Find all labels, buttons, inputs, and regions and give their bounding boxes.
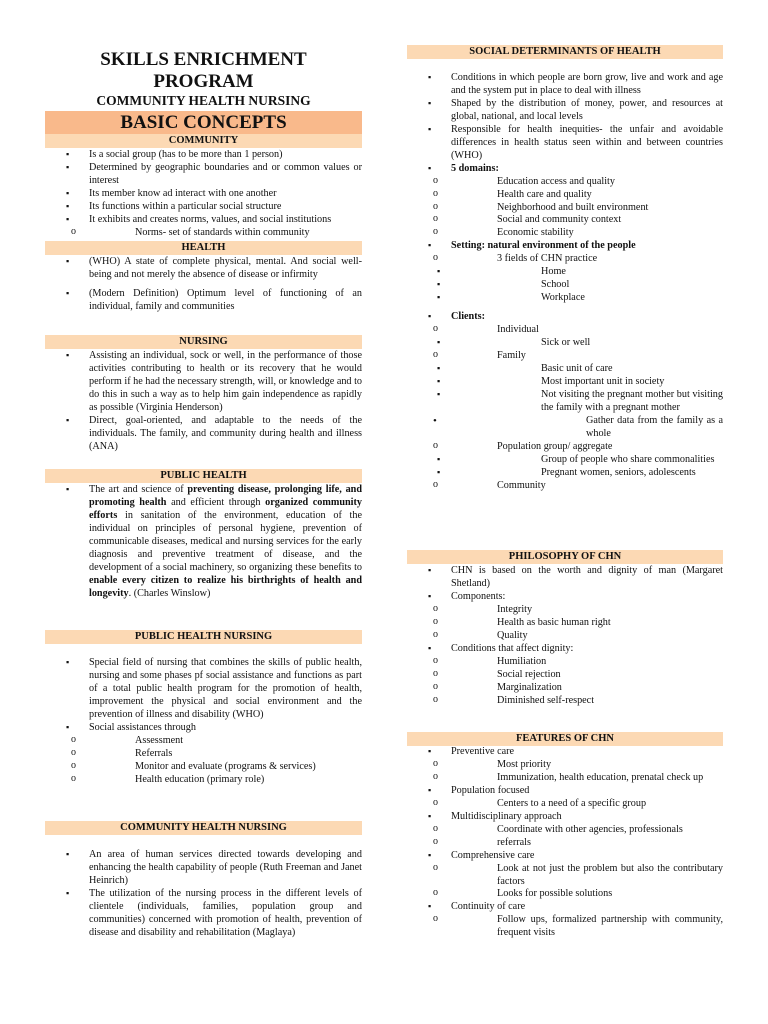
basic-concepts-heading: BASIC CONCEPTS (45, 111, 362, 135)
list-item (407, 850, 723, 902)
sub-list-item: o Immunization, health education, prenatal check up (407, 772, 723, 785)
sub-list-item: o Norms- set of standards within community (45, 227, 362, 240)
list-item: ▪ Responsible for health inequities- the unfair and avoidable differences in health status seen within and between countries (WHO) (407, 124, 723, 163)
nested-list-item: ▪ Group of people who share commonalities (407, 454, 723, 467)
nested-list-item: ▪ Workplace (407, 292, 723, 305)
sub-list-item: o Coordinate with other agencies, professionals (407, 824, 723, 837)
public-health-heading: PUBLIC HEALTH (45, 469, 362, 483)
sub-list-item: o Marginalization (407, 682, 723, 695)
features-section (407, 746, 723, 940)
list-item: ▪ Shaped by the distribution of money, power, and resources at global, national, and local levels (407, 98, 723, 124)
list-item-text: Comprehensive care (451, 849, 535, 861)
list-item: ▪ (WHO) A state of complete physical, mental. And social well-being and not merely the absence of disease or infirmity (45, 256, 362, 282)
sub-list-item: o Neighborhood and built environment (407, 202, 723, 215)
sub-list-item-text: Population group/ aggregate (497, 440, 613, 452)
list-item (407, 163, 723, 241)
sub-list-item-text: Individual (497, 324, 539, 336)
social-determinants-section (407, 72, 723, 493)
philosophy-section (407, 565, 723, 707)
list-item (45, 214, 362, 240)
list-item-text: Multidisciplinary approach (451, 810, 562, 822)
list-item: ▪ CHN is based on the worth and dignity of man (Margaret Shetland) (407, 565, 723, 591)
sub-list-item: o Assessment (45, 735, 362, 748)
sub-list-item: o Community (407, 480, 723, 493)
sub-list-item: o Education access and quality (407, 176, 723, 189)
sub-list-item: o referrals (407, 837, 723, 850)
list-item: ▪ Its member know ad interact with one another (45, 188, 362, 201)
sub-list-item-text: 3 fields of CHN practice (497, 253, 598, 265)
sub-list-item (407, 441, 723, 480)
bold-text-run: preventing disease, prolonging life, and promoting health (89, 484, 362, 508)
text-run: The art and science of (89, 484, 188, 495)
sub-list-item: o Health care and quality (407, 189, 723, 202)
text-run: and efficient through (166, 496, 266, 508)
list-item-text: Population focused (451, 784, 530, 796)
list-item-text: Conditions that affect dignity: (451, 642, 574, 654)
list-item-text: Clients: (451, 311, 485, 323)
list-item: ▪ An area of human services directed towards developing and enhancing the health capability of people (Ruth Freeman and Janet Heinrich) (45, 849, 362, 888)
list-item (45, 484, 362, 601)
health-section (45, 256, 362, 314)
list-item (407, 901, 723, 940)
sub-list-item: o Quality (407, 630, 723, 643)
nested-list-item-text: Not visiting the pregnant mother but visiting the family with a pregnant mother (541, 388, 723, 413)
deep-list-item: • Gather data from the family as a whole (407, 415, 723, 441)
sub-list-item: o Health as basic human right (407, 617, 723, 630)
list-item (407, 643, 723, 708)
list-item-text: Preventive care (451, 746, 515, 757)
list-item: ▪ Its functions within a particular social structure (45, 201, 362, 214)
sub-list-item: o Looks for possible solutions (407, 888, 723, 901)
sub-list-item (407, 350, 723, 441)
list-item (45, 722, 362, 787)
list-item (407, 591, 723, 643)
list-item-text: Continuity of care (451, 901, 526, 913)
bold-text-run: enable every citizen to realize his birthrights of health and longevity (89, 574, 362, 599)
community-heading: COMMUNITY (45, 134, 362, 148)
sub-list-item: o Social rejection (407, 669, 723, 682)
list-item: ▪ (Modern Definition) Optimum level of functioning of an individual, family and communities (45, 288, 362, 314)
community-health-nursing-heading: COMMUNITY HEALTH NURSING (45, 821, 362, 835)
public-health-nursing-section (45, 657, 362, 787)
text-run: . (Charles Winslow) (128, 587, 211, 599)
list-item: ▪ Is a social group (has to be more than 1 person) (45, 149, 362, 162)
list-item: ▪ Special field of nursing that combines the skills of public health, nursing and some phases pf social assistance and functions as part of a total public health program for the promotion of health, improvement the physical and social environment and the prevention of illness and disability (WHO) (45, 657, 362, 722)
nested-list-item: ▪ Pregnant women, seniors, adolescents (407, 467, 723, 480)
nursing-heading: NURSING (45, 335, 362, 349)
sub-list-item: o Centers to a need of a specific group (407, 798, 723, 811)
list-item (407, 240, 723, 305)
sub-list-item: o Health education (primary role) (45, 774, 362, 787)
social-determinants-heading: SOCIAL DETERMINANTS OF HEALTH (407, 45, 723, 59)
list-item (407, 311, 723, 492)
list-item (407, 746, 723, 785)
nested-list-item: ▪ Sick or well (407, 337, 723, 350)
nested-list-item: ▪ Basic unit of care (407, 363, 723, 376)
sub-list-item: o Most priority (407, 759, 723, 772)
list-item-text: Social assistances through (89, 721, 196, 733)
sub-list-item: o Humiliation (407, 656, 723, 669)
list-item-text: 5 domains: (451, 162, 499, 174)
public-health-nursing-heading: PUBLIC HEALTH NURSING (45, 630, 362, 644)
list-item (407, 785, 723, 811)
health-heading: HEALTH (45, 241, 362, 255)
sub-list-item: o Look at not just the problem but also the contributary factors (407, 863, 723, 889)
list-item-text: It exhibits and creates norms, values, and social institutions (89, 213, 332, 225)
text-run: in sanitation of the environment, education of the individual on principles of personal hygiene, prevention of communicable diseases, medical and nursing services for the early diagnosis and preventive treatment of disease, and the development of a social machinery, so organizing these benefits to (89, 509, 362, 573)
nested-list-item: ▪ Most important unit in society (407, 376, 723, 389)
public-health-section (45, 484, 362, 601)
list-item (407, 811, 723, 850)
nursing-section (45, 350, 362, 454)
community-section (45, 149, 362, 240)
list-item: ▪ Direct, goal-oriented, and adaptable to the needs of the individuals. The family, and community during health and illness (ANA) (45, 415, 362, 454)
nested-list-item: ▪ Home (407, 266, 723, 279)
sub-list-item: o Economic stability (407, 227, 723, 240)
sub-list-item: o Monitor and evaluate (programs & services) (45, 761, 362, 774)
title-line-1: SKILLS ENRICHMENT (100, 49, 307, 70)
list-item: ▪ Assisting an individual, sock or well, in the performance of those activities contributing to health or its recovery that he would perform if he had the necessary strength, will, or knowledge and to do this in such a way as to help him gain independence as rapidly as possible (Virginia Henderson) (45, 350, 362, 415)
title-line-2: PROGRAM (153, 71, 254, 92)
sub-list-item: o Diminished self-respect (407, 695, 723, 708)
document-subtitle: COMMUNITY HEALTH NURSING (96, 93, 311, 108)
sub-list-item (407, 253, 723, 305)
philosophy-heading: PHILOSOPHY OF CHN (407, 550, 723, 564)
document-title (45, 49, 362, 93)
sub-list-item: o Referrals (45, 748, 362, 761)
nested-list-item: ▪ School (407, 279, 723, 292)
list-item: ▪ The utilization of the nursing process in the different levels of clientele (individuals, families, population group and communities) concerned with promotion of health, prevention of disease and disability and rehabilitation (Maglaya) (45, 888, 362, 940)
sub-list-item: o Social and community context (407, 214, 723, 227)
list-item: ▪ Conditions in which people are born grow, live and work and age and the system put in place to deal with illness (407, 72, 723, 98)
nested-list-item (407, 389, 723, 441)
bold-text-run: organized community efforts (89, 496, 362, 521)
list-item-text: Components: (451, 590, 506, 602)
sub-list-item: o Integrity (407, 604, 723, 617)
community-health-nursing-section (45, 849, 362, 940)
sub-list-item-text: Family (497, 350, 526, 362)
sub-list-item: o Follow ups, formalized partnership with community, frequent visits (407, 914, 723, 940)
features-heading: FEATURES OF CHN (407, 732, 723, 746)
sub-list-item (407, 324, 723, 350)
list-item: ▪ Determined by geographic boundaries and or common values or interest (45, 162, 362, 188)
list-item-text: Setting: natural environment of the people (451, 240, 636, 252)
